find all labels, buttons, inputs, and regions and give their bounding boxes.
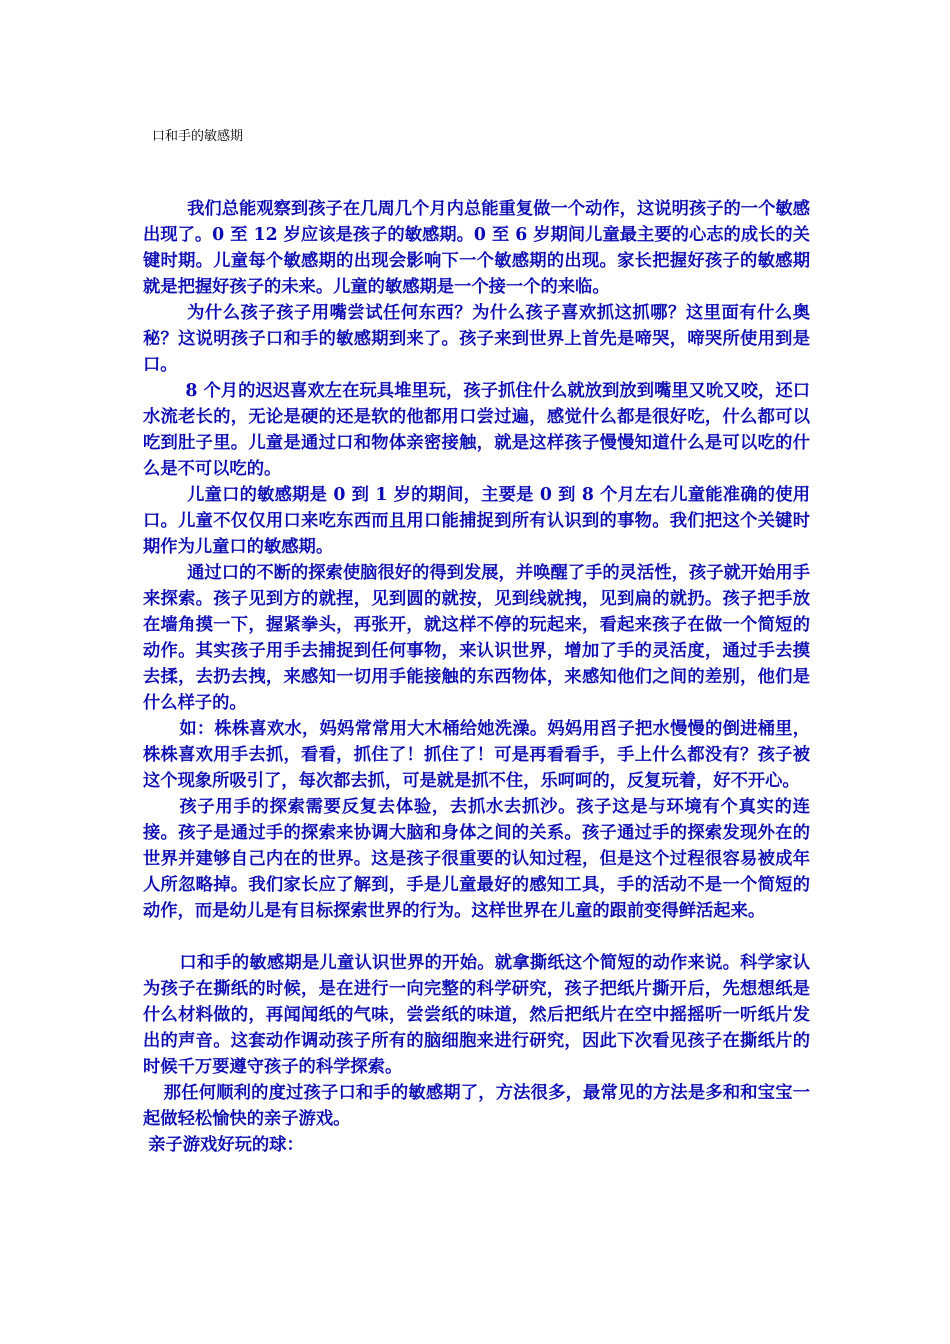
paragraph-3: 8 个月的迟迟喜欢左在玩具堆里玩，孩子抓住什么就放到放到嘴里又吮又咬，还口水流老长的，无论是硬的还是软的他都用口尝过遍，感觉什么都是很好吃，什么都可以吃到肚子里。儿童是通过口和物体亲密接触，就是这样孩子慢慢知道什么是可以吃的什么是不可以吃的。	[143, 381, 810, 479]
paragraph-5: 通过口的不断的探索使脑很好的得到发展，并唤醒了手的灵活性，孩子就开始用手来探索。孩子见到方的就捏，见到圆的就按，见到线就拽，见到扁的就扔。孩子把手放在墙角摸一下，握紧拳头，再张开，就这样不停的玩起来，看起来孩子在做一个简短的动作。其实孩子用手去捕捉到任何事物，来认识世界，增加了手的灵活度，通过手去摸去揉，去扔去拽，来感知一切用手能接触的东西物体，来感知他们之间的差别，他们是什么样子的。	[143, 563, 810, 713]
paragraph-9: 那任何顺利的度过孩子口和手的敏感期了，方法很多，最常见的方法是多和和宝宝一起做轻松愉快的亲子游戏。	[143, 1083, 810, 1129]
paragraph-4: 儿童口的敏感期是 0 到 1 岁的期间，主要是 0 到 8 个月左右儿童能准确的使用口。儿童不仅仅用口来吃东西而且用口能捕捉到所有认识到的事物。我们把这个关键时期作为儿童口的敏感期。	[143, 485, 810, 557]
paragraph-6: 如：株株喜欢水，妈妈常常用大木桶给她洗澡。妈妈用舀子把水慢慢的倒进桶里，株株喜欢用手去抓，看看，抓住了！抓住了！可是再看看手，手上什么都没有？孩子被这个现象所吸引了，每次都去抓，可是就是抓不住，乐呵呵的，反复玩着，好不开心。	[143, 719, 810, 791]
paragraph-2: 为什么孩子孩子用嘴尝试任何东西？为什么孩子喜欢抓这抓哪？这里面有什么奥秘？这说明孩子口和手的敏感期到来了。孩子来到世界上首先是啼哭，啼哭所使用到是口。	[143, 303, 810, 375]
document-body	[143, 196, 810, 1158]
paragraph-10: 亲子游戏好玩的球：	[148, 1135, 304, 1155]
paragraph-1: 我们总能观察到孩子在几周几个月内总能重复做一个动作，这说明孩子的一个敏感出现了。0 至 12 岁应该是孩子的敏感期。0 至 6 岁期间儿童最主要的心志的成长的关键时期。儿童每个敏感期的出现会影响下一个敏感期的出现。家长把握好孩子的敏感期就是把握好孩子的未来。儿童的敏感期是一个接一个的来临。	[143, 199, 810, 297]
paragraph-7: 孩子用手的探索需要反复去体验，去抓水去抓沙。孩子这是与环境有个真实的连接。孩子是通过手的探索来协调大脑和身体之间的关系。孩子通过手的探索发现外在的世界并建够自己内在的世界。这是孩子很重要的认知过程，但是这个过程很容易被成年人所忽略掉。我们家长应了解到，手是儿童最好的感知工具，手的活动不是一个简短的动作，而是幼儿是有目标探索世界的行为。这样世界在儿童的跟前变得鲜活起来。	[143, 797, 810, 921]
document-title: 口和手的敏感期	[152, 129, 244, 144]
paragraph-8: 口和手的敏感期是儿童认识世界的开始。就拿撕纸这个简短的动作来说。科学家认为孩子在撕纸的时候，是在进行一向完整的科学研究，孩子把纸片撕开后，先想想纸是什么材料做的，再闻闻纸的气味，尝尝纸的味道，然后把纸片在空中摇摇听一听纸片发出的声音。这套动作调动孩子所有的脑细胞来进行研究，因此下次看见孩子在撕纸片的时候千万要遵守孩子的科学探索。	[143, 953, 810, 1077]
blank-line	[143, 924, 810, 950]
